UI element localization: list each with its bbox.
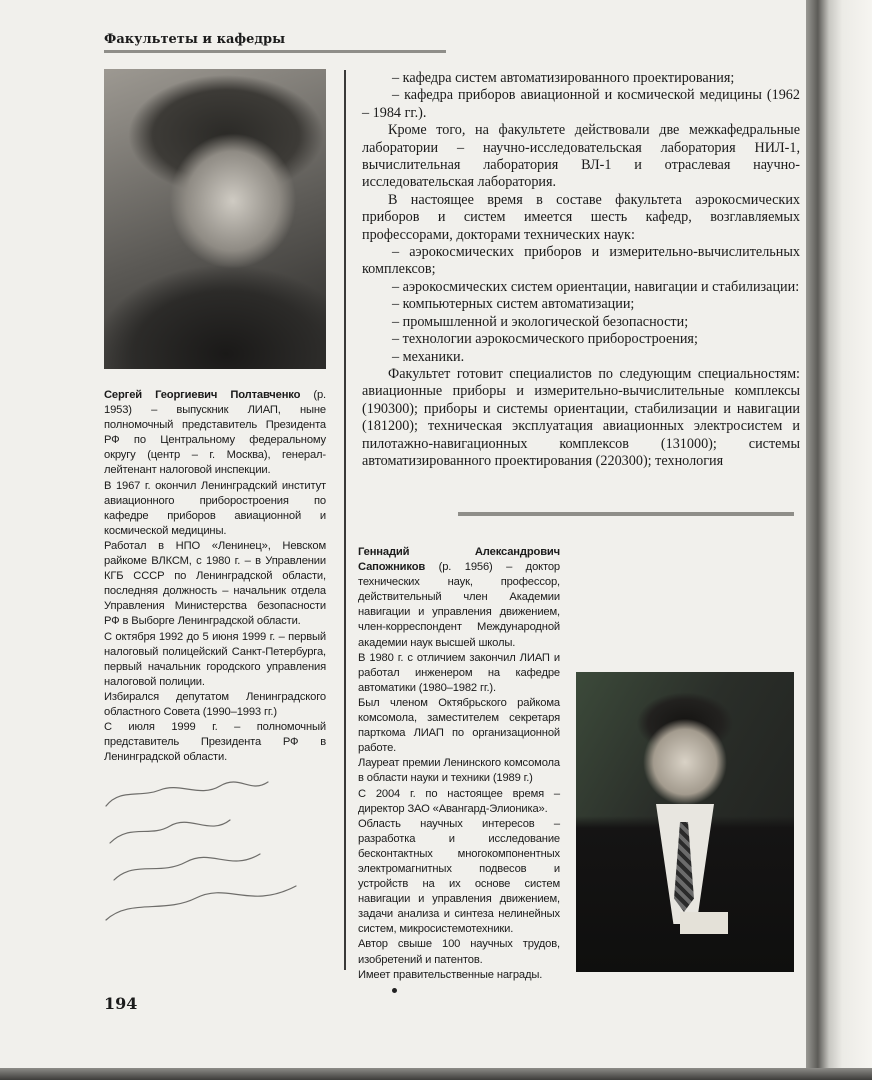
department-item: – технологии аэрокосмического приборостроения; — [392, 331, 698, 348]
page-bottom-edge — [0, 1068, 872, 1080]
main-text — [362, 70, 800, 470]
bio-paragraph: В 1967 г. окончил Ленинградский институт авиационного приборостроения по кафедре приборов авиационной и космической медицины. — [104, 479, 326, 537]
bio-intro — [104, 388, 326, 479]
bio-paragraph: С июля 1999 г. – полномочный представитель Президента РФ в Ленинградской области. — [104, 721, 326, 764]
bio-name: Геннадий Александрович Сапожников — [358, 546, 560, 574]
bio-intro-text: (р. 1956) – доктор технических наук, профессор, действительный член Академии навигации и управления движением, член-корреспондент Международной академии наук высшей школы. — [358, 561, 560, 649]
department-item: – компьютерных систем автоматизации; — [392, 296, 635, 313]
section-divider — [458, 512, 794, 516]
bio-paragraph: Имеет правительственные награды. — [358, 968, 543, 981]
bio-paragraph: Был членом Октябрьского райкома комсомола, заместителем секретаря парткома ЛИАП по организационной работе. — [358, 696, 560, 755]
ink-dot — [392, 988, 397, 993]
main-paragraph: В настоящее время в составе факультета аэрокосмических приборов и систем имеется шесть кафедр, возглавляемых профессорами, докторами технических наук: — [362, 191, 800, 243]
bio-paragraph: С 2004 г. по настоящее время – директор ЗАО «Авангард-Элионика». — [358, 787, 560, 815]
department-item: – механики. — [392, 348, 465, 365]
page-binding-shadow — [806, 0, 872, 1080]
column-rule — [344, 70, 346, 970]
bio-paragraph: Лауреат премии Ленинского комсомола в области науки и техники (1989 г.) — [358, 757, 560, 785]
bio-poltavchenko — [104, 388, 326, 765]
department-item: – аэрокосмических систем ориентации, навигации и стабилизации: — [392, 278, 800, 295]
department-item: – аэрокосмических приборов и измерительно-вычислительных комплексов; — [362, 244, 800, 278]
page-number: 194 — [104, 994, 138, 1013]
title-rule — [104, 50, 446, 53]
bio-paragraph: Автор свыше 100 научных трудов, изобретений и патентов. — [358, 938, 560, 966]
list-item: – кафедра систем автоматизированного проектирования; — [392, 70, 735, 86]
name-badge — [680, 912, 728, 934]
main-paragraph: Кроме того, на факультете действовали две межкафедральные лаборатории – научно-исследовательская лаборатория НИЛ-1, вычислительная лаборатория ВЛ-1 и отраслевая научно-исследовательская лаборатория. — [362, 122, 800, 191]
portrait-photo-poltavchenko — [104, 69, 326, 369]
main-paragraph: Факультет готовит специалистов по следующим специальностям: авиационные приборы и измерительно-вычислительные комплексы (190300); приборы и системы ориентации, стабилизации и навигации (181200); техническая эксплуатация авиационных электросистем и пилотажно-навигационных комплексов (131000); системы автоматизированного проектирования (220300); технология — [362, 365, 800, 469]
list-item: – кафедра приборов авиационной и космической медицины (1962 – 1984 гг.). — [362, 87, 800, 121]
bio-intro — [358, 545, 560, 651]
bio-name: Сергей Георгиевич Полтавченко — [104, 389, 301, 401]
section-title: Факультеты и кафедры — [104, 32, 286, 47]
bio-paragraph: Область научных интересов – разработка и исследование бесконтактных многокомпонентных электромагнитных подвесов и устройств на их основе систем навигации и управления движением, задачи анализа и синтеза нелинейных систем, микросистемотехники. — [358, 817, 560, 936]
bio-paragraph: В 1980 г. с отличием закончил ЛИАП и работал инженером на кафедре автоматики (1980–1982 гг.). — [358, 651, 560, 694]
portrait-photo-sapozhnikov — [576, 672, 794, 972]
bio-paragraph: Избирался депутатом Ленинградского областного Совета (1990–1993 гг.) — [104, 690, 326, 718]
department-item: – промышленной и экологической безопасности; — [392, 313, 689, 330]
bio-sapozhnikov — [358, 545, 560, 983]
handwritten-note — [100, 768, 330, 928]
bio-paragraph: С октября 1992 до 5 июня 1999 г. – первый налоговый полицейский Санкт-Петербурга, первый начальник городского управления налоговой полиции. — [104, 630, 326, 688]
bio-intro-text: (р. 1953) – выпускник ЛИАП, ныне полномочный представитель Президента РФ по Центральному федеральному округу (центр – г. Москва), генерал-лейтенант налоговой инспекции. — [104, 389, 326, 477]
bio-paragraph: Работал в НПО «Ленинец», Невском райкоме ВЛКСМ, с 1980 г. – в Управлении КГБ СССР по Ленинградской области, последняя должность – начальник отдела Управления Министерства безопасности РФ в Выборге Ленинградской области. — [104, 539, 326, 628]
